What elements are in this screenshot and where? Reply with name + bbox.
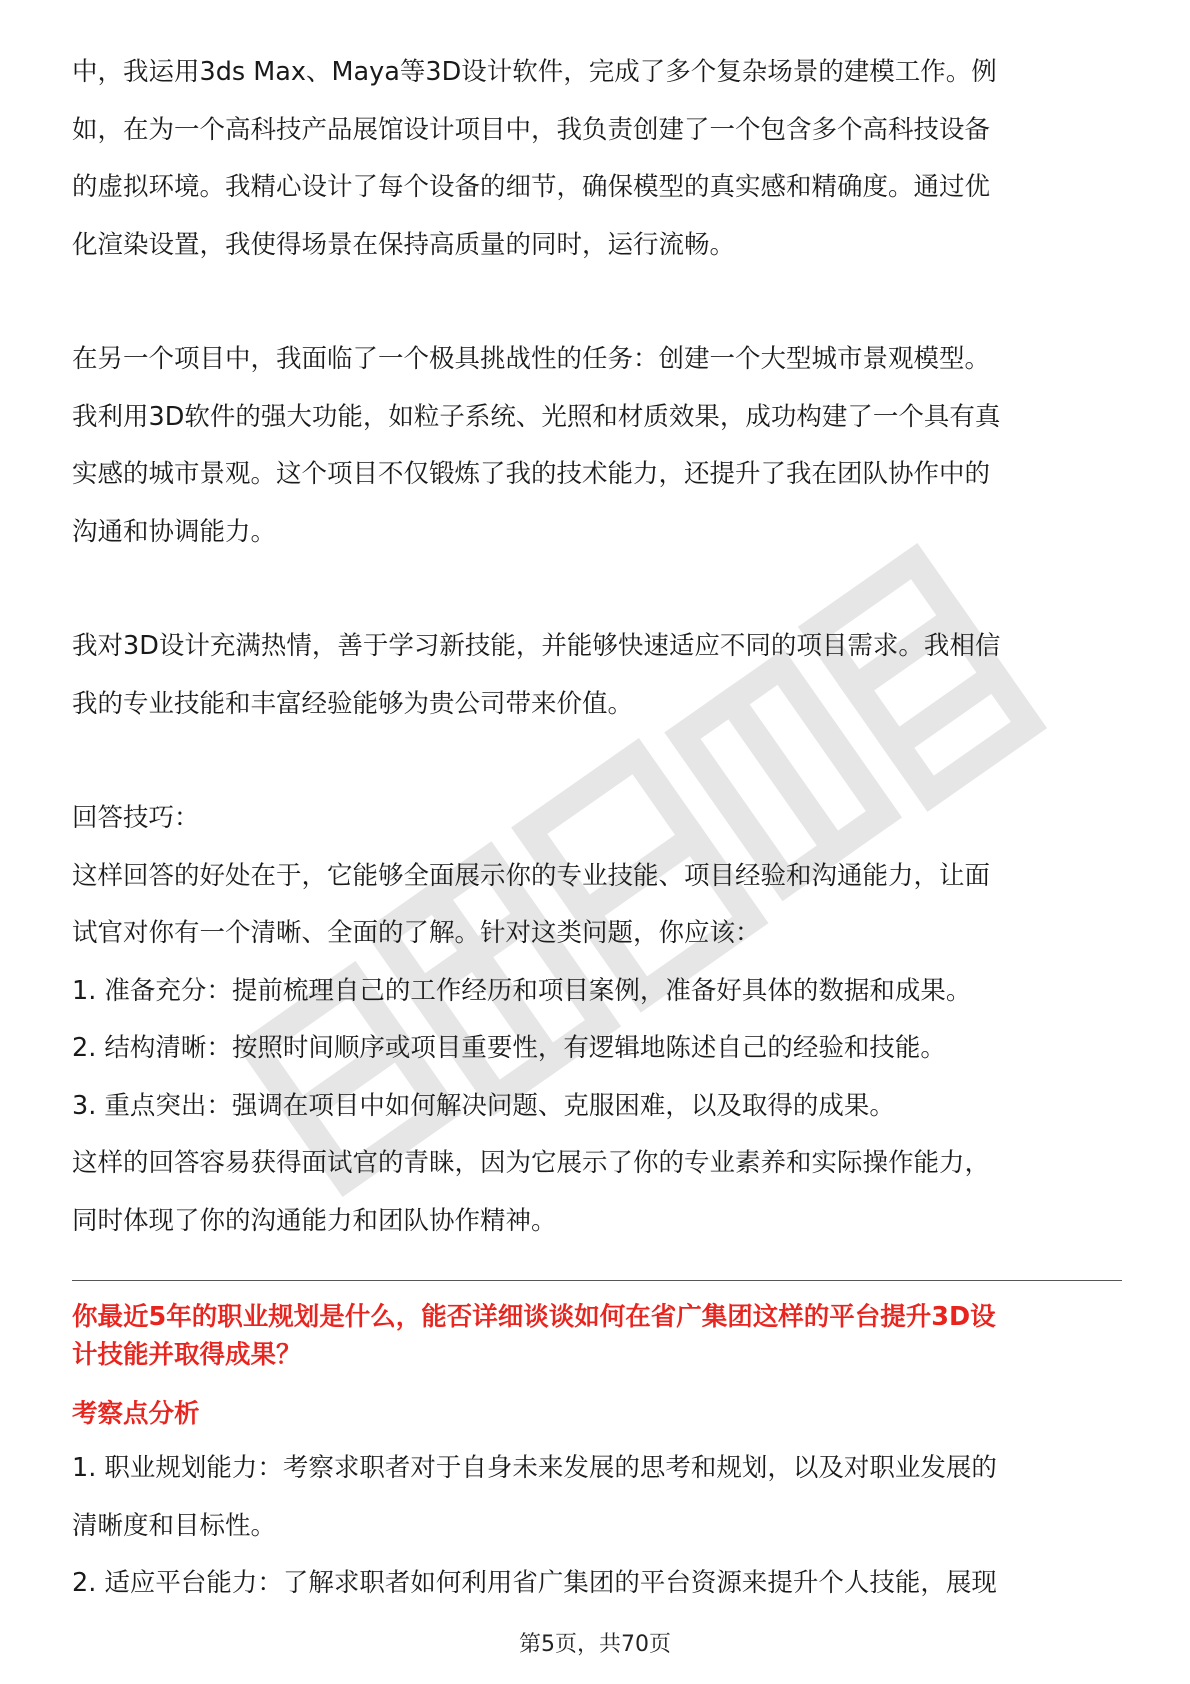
- answer-tips: [72, 790, 1122, 1250]
- text-line: 同时体现了你的沟通能力和团队协作精神。: [72, 1205, 557, 1236]
- text-line: 实感的城市景观。这个项目不仅锻炼了我的技术能力，还提升了我在团队协作中的: [72, 459, 991, 489]
- text-line: 如，在为一个高科技产品展馆设计项目中，我负责创建了一个包含多个高科技设备: [72, 114, 991, 145]
- paragraph-passion: [72, 618, 1122, 733]
- list-item: 1. 准备充分：提前梳理自己的工作经历和项目案例，准备好具体的数据和成果。: [72, 975, 972, 1006]
- paragraph-gap: [72, 733, 1122, 790]
- text-line: 的虚拟环境。我精心设计了每个设备的细节，确保模型的真实感和精确度。通过优: [72, 172, 991, 202]
- main-content: [72, 44, 1122, 1250]
- list-item: 2. 结构清晰：按照时间顺序或项目重要性，有逻辑地陈述自己的经验和技能。: [72, 1033, 946, 1063]
- question-line: 你最近5年的职业规划是什么，能否详细谈谈如何在省广集团这样的平台提升3D设: [72, 1302, 996, 1332]
- list-item: 1. 职业规划能力：考察求职者对于自身未来发展的思考和规划，以及对职业发展的: [72, 1453, 997, 1483]
- interview-question: [72, 1298, 1122, 1374]
- paragraph-experience: [72, 44, 1122, 274]
- text-line: 中，我运用3ds Max、Maya等3D设计软件，完成了多个复杂场景的建模工作。例: [72, 57, 997, 87]
- text-line: 这样回答的好处在于，它能够全面展示你的专业技能、项目经验和沟通能力，让面: [72, 860, 991, 891]
- text-line: 我利用3D软件的强大功能，如粒子系统、光照和材质效果，成功构建了一个具有真: [72, 401, 1001, 432]
- list-item: 3. 重点突出：强调在项目中如何解决问题、克服困难，以及取得的成果。: [72, 1090, 895, 1121]
- text-line: 化渲染设置，我使得场景在保持高质量的同时，运行流畅。: [72, 229, 736, 260]
- paragraph-gap: [72, 561, 1122, 618]
- page-number: 第5页，共70页: [519, 1632, 671, 1657]
- analysis-list: [72, 1440, 1122, 1613]
- text-line: 清晰度和目标性。: [72, 1510, 277, 1541]
- tips-heading: 回答技巧：: [72, 803, 200, 833]
- text-line: 我的专业技能和丰富经验能够为贵公司带来价值。: [72, 688, 634, 719]
- section-divider: [72, 1280, 1122, 1281]
- list-item: 2. 适应平台能力：了解求职者如何利用省广集团的平台资源来提升个人技能，展现: [72, 1568, 997, 1598]
- text-line: 试官对你有一个清晰、全面的了解。针对这类问题，你应该：: [72, 918, 761, 948]
- paragraph-gap: [72, 274, 1122, 331]
- question-line: 计技能并取得成果？: [72, 1340, 302, 1370]
- text-line: 我对3D设计充满热情，善于学习新技能，并能够快速适应不同的项目需求。我相信: [72, 631, 1001, 661]
- text-line: 在另一个项目中，我面临了一个极具挑战性的任务：创建一个大型城市景观模型。: [72, 344, 991, 374]
- paragraph-city-project: [72, 331, 1122, 561]
- text-line: 这样的回答容易获得面试官的青睐，因为它展示了你的专业素养和实际操作能力，: [72, 1148, 991, 1178]
- analysis-heading: 考察点分析: [72, 1399, 200, 1429]
- text-line: 沟通和协调能力。: [72, 516, 277, 547]
